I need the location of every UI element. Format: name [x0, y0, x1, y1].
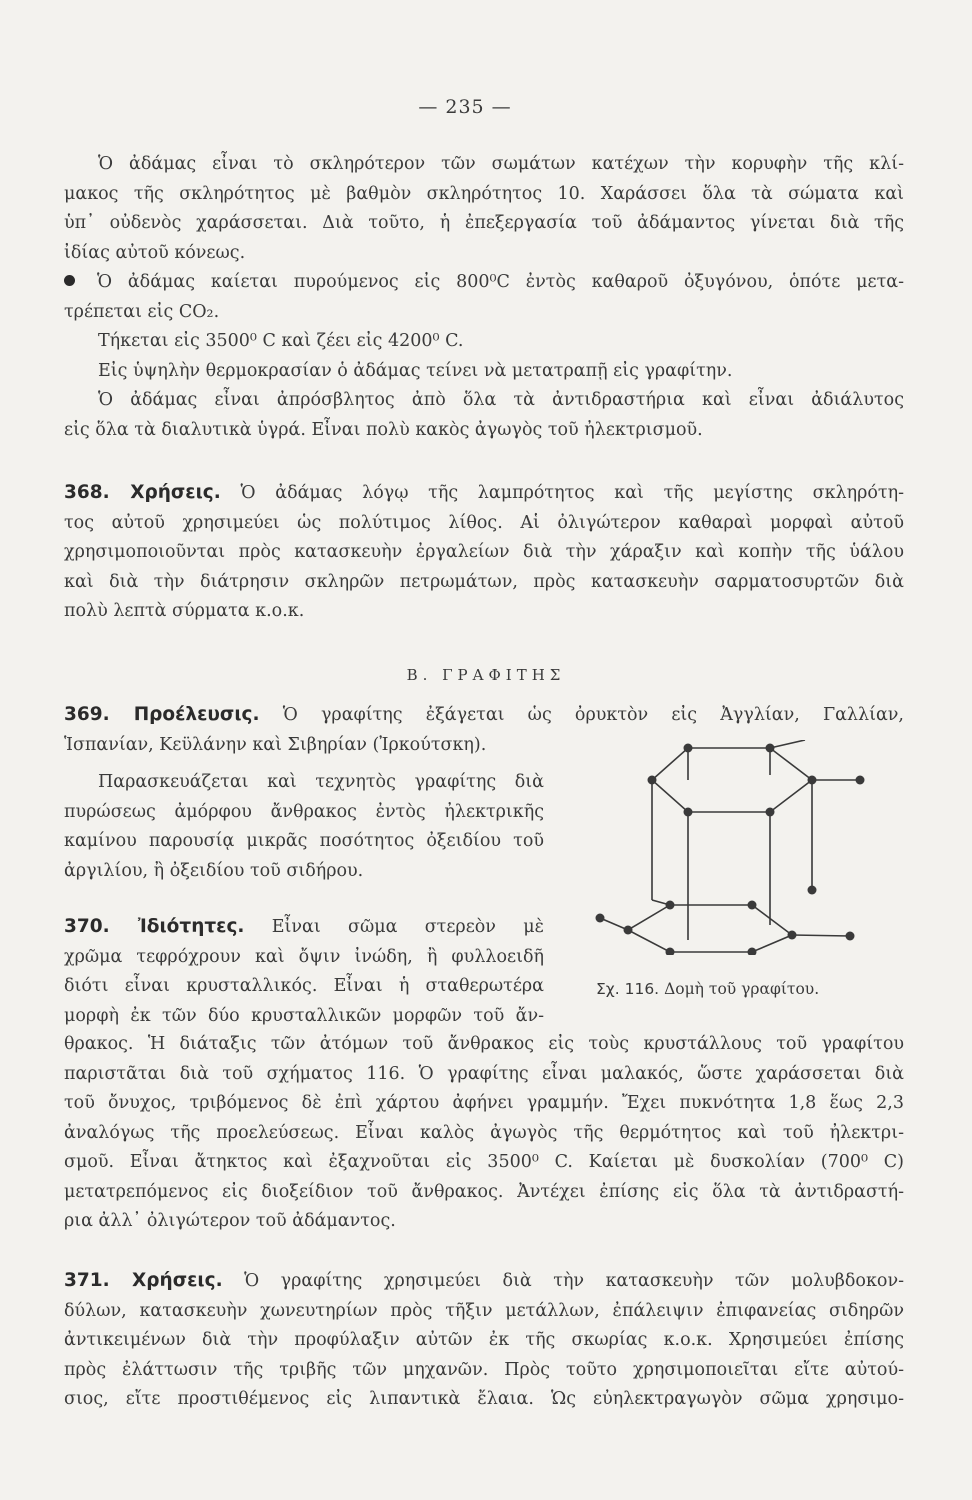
text-line: μακος τῆς σκληρότητος μὲ βαθμὸν σκληρότητος 10. Χαράσσει ὅλα τὰ σώματα καὶ	[64, 183, 904, 204]
section-heading: 368. Χρήσεις.	[64, 482, 221, 503]
section-370-body	[64, 1030, 904, 1237]
text-line	[64, 478, 904, 509]
text-line: ἰδίας αὐτοῦ κόνεως.	[64, 242, 246, 263]
text-line: Τήκεται εἰς 3500⁰ C καὶ ζέει εἰς 4200⁰ C.	[98, 331, 464, 351]
section-first-text: Εἶναι σῶμα στερεὸν μὲ	[271, 917, 544, 937]
text-line: εἰς ὅλα τὰ διαλυτικὰ ὑγρά. Εἶναι πολὺ κακὸς ἀγωγὸς τοῦ ἠλεκτρισμοῦ.	[64, 419, 703, 440]
inert-paragraph	[64, 386, 904, 445]
atom-markers	[596, 744, 865, 956]
figure-caption	[596, 980, 819, 998]
text-line: δύλων, κατασκευὴν χωνευτηρίων πρὸς τῆξιν μετάλλων, ἐπάλειψιν ἐπιφανείας σιδηρῶν	[64, 1300, 904, 1321]
combustion-paragraph	[64, 268, 904, 327]
text-line: ὑπ᾽ οὐδενὸς χαράσσεται. Διὰ τοῦτο, ἡ ἐπεξεργασία τοῦ ἀδάμαντος γίνεται διὰ τῆς	[64, 213, 904, 233]
text-line: μετατρεπόμενος εἰς διοξείδιον τοῦ ἄνθρακος. Ἀντέχει ἐπίσης εἰς ὅλα τὰ ἀντιδραστή-	[64, 1181, 904, 1202]
text-line: θρακος. Ἡ διάταξις τῶν ἀτόμων τοῦ ἄνθρακος εἰς τοὺς κρυστάλλους τοῦ γραφίτου	[64, 1034, 904, 1054]
artificial-graphite-paragraph	[64, 768, 544, 886]
section-heading: 369. Προέλευσις.	[64, 704, 260, 725]
text-line: ἀργιλίου, ἢ ὀξειδίου τοῦ σιδήρου.	[64, 860, 364, 881]
section-heading: 370. Ἰδιότητες.	[64, 916, 245, 937]
text-line: χρησιμοποιοῦνται πρὸς κατασκευὴν ἐργαλείων διὰ τὴν χάραξιν καὶ κοπὴν τῆς ὑάλου	[64, 542, 904, 562]
text-line	[64, 1266, 904, 1297]
text-line	[64, 912, 544, 943]
section-heading: 371. Χρήσεις.	[64, 1270, 223, 1291]
text-line: τοῦ ὄνυχος, τριβόμενος δὲ ἐπὶ χάρτου ἀφήνει γραμμήν. Ἔχει πυκνότητα 1,8 ἕως 2,3	[64, 1093, 904, 1113]
text-line: παριστᾶται διὰ τοῦ σχήματος 116. Ὁ γραφίτης εἶναι μαλακός, ὥστε χαράσσεται διὰ	[64, 1063, 904, 1084]
section-b-title: Β. ΓΡΑΦΙΤΗΣ	[406, 666, 566, 684]
text-line: ἀντικειμένων διὰ τὴν προφύλαξιν αὐτῶν ἐκ τῆς σκωρίας κ.ο.κ. Χρησιμεύει ἐπίσης	[64, 1330, 904, 1350]
text-line: τος αὐτοῦ χρησιμεύει ὡς πολύτιμος λίθος. Αἱ ὀλιγώτερον καθαραὶ μορφαὶ αὐτοῦ	[64, 512, 904, 533]
bullet-text: Ὁ ἀδάμας καίεται πυρούμενος εἰς 800⁰C ἐντὸς καθαροῦ ὀξυγόνου, ὁπότε μετα-	[97, 272, 904, 292]
text-line: καὶ διὰ τὴν διάτρησιν σκληρῶν πετρωμάτων, πρὸς κατασκευὴν σαρματοσυρτῶν διὰ	[64, 571, 904, 592]
section-first-text: Ὁ γραφίτης χρησιμεύει διὰ τὴν κατασκευὴν τῶν μολυβδοκον-	[244, 1271, 904, 1291]
text-line: διότι εἶναι κρυσταλλικός. Εἶναι ἡ σταθερωτέρα	[64, 976, 544, 996]
caption-number: Σχ. 116.	[596, 980, 660, 998]
text-line: ρια ἀλλ᾽ ὀλιγώτερον τοῦ ἀδάμαντος.	[64, 1211, 396, 1231]
melting-paragraph	[64, 327, 904, 386]
text-line: καμίνου παρουσίᾳ μικρᾶς ποσότητος ὀξειδίου τοῦ	[64, 831, 544, 851]
text-line: τρέπεται εἰς CO₂.	[64, 301, 220, 322]
graphite-structure-figure	[560, 740, 900, 955]
text-line	[64, 700, 904, 731]
text-line: πολὺ λεπτὰ σύρματα κ.ο.κ.	[64, 601, 305, 621]
section-371	[64, 1266, 904, 1415]
page-number: — 235 —	[418, 96, 512, 118]
intro-paragraph	[64, 150, 904, 268]
text-line: σμοῦ. Εἶναι ἄτηκτος καὶ ἐξαχνοῦται εἰς 3500⁰ C. Καίεται μὲ δυσκολίαν (700⁰ C)	[64, 1152, 904, 1172]
section-first-text: Ὁ ἀδάμας λόγῳ τῆς λαμπρότητος καὶ τῆς μεγίστης σκληρότη-	[240, 483, 904, 503]
section-370-narrow	[64, 912, 544, 1031]
section-368	[64, 478, 904, 627]
graphite-lattice-diagram	[600, 740, 860, 952]
section-first-text: Ὁ γραφίτης ἐξάγεται ὡς ὀρυκτὸν εἰς Ἀγγλίαν, Γαλλίαν,	[282, 705, 904, 725]
text-line: Ὁ ἀδάμας εἶναι τὸ σκληρότερον τῶν σωμάτων κατέχων τὴν κορυφὴν τῆς κλί-	[98, 154, 904, 174]
caption-text: Δομὴ τοῦ γραφίτου.	[664, 980, 820, 998]
text-line: Παρασκευάζεται καὶ τεχνητὸς γραφίτης διὰ	[98, 772, 544, 792]
bullet-icon	[64, 275, 75, 286]
text-line: χρῶμα τεφρόχρουν καὶ ὄψιν ἰνώδη, ἢ φυλλοειδῆ	[64, 946, 544, 967]
text-line: πρὸς ἐλάττωσιν τῆς τριβῆς τῶν μηχανῶν. Πρὸς τοῦτο χρησιμοποιεῖται εἴτε αὐτού-	[64, 1359, 904, 1380]
text-line: πυρώσεως ἀμόρφου ἄνθρακος ἐντὸς ἠλεκτρικῆς	[64, 801, 544, 822]
text-line: Ὁ ἀδάμας εἶναι ἀπρόσβλητος ἀπὸ ὅλα τὰ ἀντιδραστήρια καὶ εἶναι ἀδιάλυτος	[98, 390, 904, 410]
text-line: ἀναλόγως τῆς προελεύσεως. Εἶναι καλὸς ἀγωγὸς τῆς θερμότητος καὶ τοῦ ἠλεκτρι-	[64, 1122, 904, 1143]
text-line: Ἱσπανίαν, Κεϋλάνην καὶ Σιβηρίαν (Ἰρκούτσκη).	[64, 734, 487, 755]
text-line: Εἰς ὑψηλὴν θερμοκρασίαν ὁ ἀδάμας τείνει νὰ μετατραπῇ εἰς γραφίτην.	[98, 360, 733, 381]
text-line	[64, 268, 904, 298]
text-line: σιος, εἴτε προστιθέμενος εἰς λιπαντικὰ ἔλαια. Ὡς εὐηλεκτραγωγὸν σῶμα χρησιμο-	[64, 1389, 904, 1409]
text-line: μορφὴ ἐκ τῶν δύο κρυσταλλικῶν μορφῶν τοῦ ἄν-	[64, 1005, 544, 1026]
